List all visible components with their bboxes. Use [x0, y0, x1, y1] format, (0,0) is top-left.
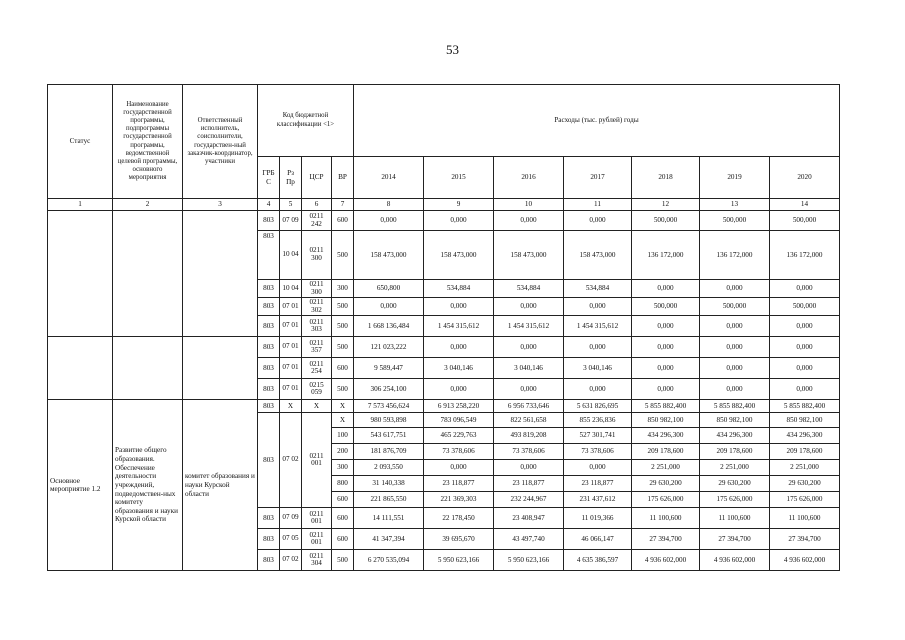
value-cell: 500,000 — [770, 211, 840, 231]
value-cell: 0,000 — [700, 379, 770, 400]
page-number: 53 — [446, 42, 459, 57]
value-cell: 534,884 — [564, 280, 632, 298]
rzpr-cell: 07 01 — [280, 298, 302, 316]
value-cell: 136 172,000 — [632, 231, 700, 280]
rzpr-cell: 07 01 — [280, 316, 302, 337]
csr-cell: 0215 059 — [302, 379, 332, 400]
value-cell: 11 100,600 — [700, 508, 770, 529]
value-cell: 27 394,700 — [770, 529, 840, 550]
main-status-cell: Основное мероприятие 1.2 — [48, 400, 113, 571]
status-cell-empty — [48, 337, 113, 400]
executor-cell-empty — [183, 337, 258, 400]
value-cell: 850 982,100 — [770, 413, 840, 428]
value-cell: 434 296,300 — [700, 428, 770, 444]
value-cell: 543 617,751 — [354, 428, 424, 444]
vr-cell: 300 — [332, 280, 354, 298]
rzpr-cell: 07 02 — [280, 413, 302, 508]
value-cell: 850 982,100 — [700, 413, 770, 428]
value-cell: 41 347,394 — [354, 529, 424, 550]
value-cell: 158 473,000 — [354, 231, 424, 280]
csr-cell: 0211 001 — [302, 529, 332, 550]
grbs-cell: 803 — [258, 358, 280, 379]
value-cell: 11 100,600 — [770, 508, 840, 529]
grbs-cell: 803 — [258, 231, 280, 280]
value-cell: 43 497,740 — [494, 529, 564, 550]
header-year: 2014 — [354, 157, 424, 199]
vr-cell: X — [332, 400, 354, 413]
value-cell: 0,000 — [564, 337, 632, 358]
vr-cell: 200 — [332, 444, 354, 460]
csr-cell: 0211 304 — [302, 550, 332, 571]
value-cell: 23 118,877 — [564, 476, 632, 492]
value-cell: 221 865,550 — [354, 492, 424, 508]
value-cell: 306 254,100 — [354, 379, 424, 400]
value-cell: 73 378,606 — [424, 444, 494, 460]
rzpr-cell: 07 01 — [280, 337, 302, 358]
value-cell: 0,000 — [424, 211, 494, 231]
column-number: 5 — [280, 199, 302, 211]
value-cell: 0,000 — [494, 337, 564, 358]
value-cell: 0,000 — [494, 298, 564, 316]
csr-cell: 0211 302 — [302, 298, 332, 316]
value-cell: 650,800 — [354, 280, 424, 298]
value-cell: 434 296,300 — [770, 428, 840, 444]
vr-cell: 500 — [332, 231, 354, 280]
header-year: 2015 — [424, 157, 494, 199]
header-year: 2017 — [564, 157, 632, 199]
column-number: 2 — [113, 199, 183, 211]
header-grbs: ГРБ С — [258, 157, 280, 199]
header-rzpr: Рз Пр — [280, 157, 302, 199]
value-cell: 121 023,222 — [354, 337, 424, 358]
value-cell: 0,000 — [700, 358, 770, 379]
value-cell: 3 040,146 — [564, 358, 632, 379]
grbs-cell: 803 — [258, 298, 280, 316]
value-cell: 6 270 535,094 — [354, 550, 424, 571]
value-cell: 500,000 — [700, 298, 770, 316]
value-cell: 4 936 602,000 — [700, 550, 770, 571]
value-cell: 0,000 — [494, 460, 564, 476]
value-cell: 6 913 258,220 — [424, 400, 494, 413]
value-cell: 0,000 — [700, 337, 770, 358]
value-cell: 158 473,000 — [494, 231, 564, 280]
header-row — [48, 85, 840, 157]
column-number: 4 — [258, 199, 280, 211]
rzpr-cell: X — [280, 400, 302, 413]
vr-cell: 100 — [332, 428, 354, 444]
value-cell: 500,000 — [632, 211, 700, 231]
grbs-cell: 803 — [258, 550, 280, 571]
grbs-cell: 803 — [258, 413, 280, 508]
value-cell: 0,000 — [424, 337, 494, 358]
value-cell: 181 876,709 — [354, 444, 424, 460]
value-cell: 7 573 456,624 — [354, 400, 424, 413]
value-cell: 209 178,600 — [770, 444, 840, 460]
value-cell: 3 040,146 — [424, 358, 494, 379]
vr-cell: 600 — [332, 492, 354, 508]
value-cell: 136 172,000 — [700, 231, 770, 280]
value-cell: 0,000 — [354, 211, 424, 231]
value-cell: 0,000 — [632, 316, 700, 337]
value-cell: 500,000 — [632, 298, 700, 316]
value-cell: 0,000 — [494, 379, 564, 400]
value-cell: 0,000 — [700, 316, 770, 337]
value-cell: 0,000 — [770, 358, 840, 379]
value-cell: 1 454 315,612 — [494, 316, 564, 337]
value-cell: 783 096,549 — [424, 413, 494, 428]
header-year: 2019 — [700, 157, 770, 199]
value-cell: 5 631 826,695 — [564, 400, 632, 413]
csr-cell: 0211 001 — [302, 413, 332, 508]
table-row — [48, 337, 840, 358]
csr-cell: 0211 001 — [302, 508, 332, 529]
value-cell: 175 626,000 — [700, 492, 770, 508]
rzpr-cell: 07 09 — [280, 508, 302, 529]
value-cell: 73 378,606 — [494, 444, 564, 460]
column-number: 3 — [183, 199, 258, 211]
header-vr: ВР — [332, 157, 354, 199]
value-cell: 231 437,612 — [564, 492, 632, 508]
value-cell: 500,000 — [700, 211, 770, 231]
rzpr-cell: 07 05 — [280, 529, 302, 550]
column-number-row — [48, 199, 840, 211]
value-cell: 2 251,000 — [770, 460, 840, 476]
csr-cell: 0211 357 — [302, 337, 332, 358]
vr-cell: 500 — [332, 379, 354, 400]
value-cell: 0,000 — [770, 316, 840, 337]
rzpr-cell: 07 09 — [280, 211, 302, 231]
value-cell: 0,000 — [564, 460, 632, 476]
vr-cell: 500 — [332, 337, 354, 358]
vr-cell: 600 — [332, 529, 354, 550]
vr-cell: 500 — [332, 550, 354, 571]
value-cell: 5 950 623,166 — [424, 550, 494, 571]
value-cell: 0,000 — [424, 298, 494, 316]
value-cell: 4 936 602,000 — [770, 550, 840, 571]
vr-cell: 800 — [332, 476, 354, 492]
rzpr-cell: 07 02 — [280, 550, 302, 571]
header-budget-code: Код бюджетной классификации <1> — [258, 85, 354, 157]
value-cell: 2 251,000 — [632, 460, 700, 476]
header-year: 2018 — [632, 157, 700, 199]
main-executor-cell: комитет образования и науки Курской области — [183, 400, 258, 571]
csr-cell: X — [302, 400, 332, 413]
value-cell: 11 100,600 — [632, 508, 700, 529]
header-status: Статус — [48, 85, 113, 199]
header-expenses: Расходы (тыс. рублей) годы — [354, 85, 840, 157]
value-cell: 434 296,300 — [632, 428, 700, 444]
value-cell: 0,000 — [632, 280, 700, 298]
value-cell: 136 172,000 — [770, 231, 840, 280]
value-cell: 22 178,450 — [424, 508, 494, 529]
value-cell: 0,000 — [700, 280, 770, 298]
value-cell: 3 040,146 — [494, 358, 564, 379]
column-number: 11 — [564, 199, 632, 211]
value-cell: 0,000 — [424, 379, 494, 400]
value-cell: 1 668 136,484 — [354, 316, 424, 337]
value-cell: 1 454 315,612 — [424, 316, 494, 337]
value-cell: 0,000 — [770, 379, 840, 400]
column-number: 1 — [48, 199, 113, 211]
column-number: 10 — [494, 199, 564, 211]
column-number: 14 — [770, 199, 840, 211]
grbs-cell: 803 — [258, 529, 280, 550]
header-csr: ЦСР — [302, 157, 332, 199]
value-cell: 5 950 623,166 — [494, 550, 564, 571]
vr-cell: 600 — [332, 358, 354, 379]
value-cell: 527 301,741 — [564, 428, 632, 444]
table-row — [48, 211, 840, 231]
value-cell: 23 408,947 — [494, 508, 564, 529]
value-cell: 493 819,208 — [494, 428, 564, 444]
value-cell: 27 394,700 — [700, 529, 770, 550]
value-cell: 980 593,898 — [354, 413, 424, 428]
value-cell: 23 118,877 — [494, 476, 564, 492]
rzpr-cell: 07 01 — [280, 379, 302, 400]
name-cell-empty — [113, 211, 183, 337]
table-row — [48, 400, 840, 413]
csr-cell: 0211 300 — [302, 231, 332, 280]
csr-cell: 0211 300 — [302, 280, 332, 298]
value-cell: 6 956 733,646 — [494, 400, 564, 413]
vr-cell: 500 — [332, 298, 354, 316]
value-cell: 0,000 — [564, 379, 632, 400]
value-cell: 500,000 — [770, 298, 840, 316]
grbs-cell: 803 — [258, 508, 280, 529]
value-cell: 0,000 — [424, 460, 494, 476]
value-cell: 175 626,000 — [632, 492, 700, 508]
value-cell: 0,000 — [564, 298, 632, 316]
value-cell: 534,884 — [494, 280, 564, 298]
grbs-cell: 803 — [258, 400, 280, 413]
value-cell: 4 936 602,000 — [632, 550, 700, 571]
value-cell: 158 473,000 — [564, 231, 632, 280]
value-cell: 39 695,670 — [424, 529, 494, 550]
value-cell: 0,000 — [632, 379, 700, 400]
value-cell: 1 454 315,612 — [564, 316, 632, 337]
value-cell: 175 626,000 — [770, 492, 840, 508]
value-cell: 2 251,000 — [700, 460, 770, 476]
value-cell: 465 229,763 — [424, 428, 494, 444]
column-number: 12 — [632, 199, 700, 211]
value-cell: 0,000 — [564, 211, 632, 231]
main-name-cell: Развитие общего образования. Обеспечение деятельности учреждений, подведомствен-ных комитету образования и науки Курской области — [113, 400, 183, 571]
value-cell: 11 019,366 — [564, 508, 632, 529]
value-cell: 29 630,200 — [632, 476, 700, 492]
value-cell: 209 178,600 — [700, 444, 770, 460]
grbs-cell: 803 — [258, 280, 280, 298]
grbs-cell: 803 — [258, 316, 280, 337]
budget-table — [47, 84, 840, 571]
value-cell: 855 236,836 — [564, 413, 632, 428]
value-cell: 5 855 882,400 — [770, 400, 840, 413]
value-cell: 0,000 — [494, 211, 564, 231]
vr-cell: 600 — [332, 211, 354, 231]
column-number: 6 — [302, 199, 332, 211]
value-cell: 0,000 — [354, 298, 424, 316]
header-year: 2020 — [770, 157, 840, 199]
rzpr-cell: 07 01 — [280, 358, 302, 379]
value-cell: 23 118,877 — [424, 476, 494, 492]
rzpr-cell: 10 04 — [280, 231, 302, 280]
value-cell: 850 982,100 — [632, 413, 700, 428]
value-cell: 0,000 — [770, 280, 840, 298]
vr-cell: X — [332, 413, 354, 428]
value-cell: 29 630,200 — [770, 476, 840, 492]
csr-cell: 0211 254 — [302, 358, 332, 379]
value-cell: 5 855 882,400 — [700, 400, 770, 413]
value-cell: 534,884 — [424, 280, 494, 298]
header-name: Наименование государственной программы, подпрограммы государственной программы, ведомственной целевой программы, основного мероприятия — [113, 85, 183, 199]
value-cell: 9 589,447 — [354, 358, 424, 379]
column-number: 9 — [424, 199, 494, 211]
value-cell: 29 630,200 — [700, 476, 770, 492]
rzpr-cell: 10 04 — [280, 280, 302, 298]
value-cell: 46 066,147 — [564, 529, 632, 550]
value-cell: 4 635 386,597 — [564, 550, 632, 571]
value-cell: 27 394,700 — [632, 529, 700, 550]
status-cell-empty — [48, 211, 113, 337]
csr-cell: 0211 242 — [302, 211, 332, 231]
value-cell: 158 473,000 — [424, 231, 494, 280]
value-cell: 221 369,303 — [424, 492, 494, 508]
value-cell: 5 855 882,400 — [632, 400, 700, 413]
header-year: 2016 — [494, 157, 564, 199]
value-cell: 2 093,550 — [354, 460, 424, 476]
column-number: 8 — [354, 199, 424, 211]
value-cell: 232 244,967 — [494, 492, 564, 508]
vr-cell: 300 — [332, 460, 354, 476]
csr-cell: 0211 303 — [302, 316, 332, 337]
value-cell: 73 378,606 — [564, 444, 632, 460]
vr-cell: 600 — [332, 508, 354, 529]
column-number: 13 — [700, 199, 770, 211]
column-number: 7 — [332, 199, 354, 211]
value-cell: 0,000 — [770, 337, 840, 358]
vr-cell: 500 — [332, 316, 354, 337]
value-cell: 0,000 — [632, 337, 700, 358]
value-cell: 31 140,338 — [354, 476, 424, 492]
value-cell: 14 111,551 — [354, 508, 424, 529]
name-cell-empty — [113, 337, 183, 400]
executor-cell-empty — [183, 211, 258, 337]
value-cell: 822 561,658 — [494, 413, 564, 428]
grbs-cell: 803 — [258, 379, 280, 400]
value-cell: 0,000 — [632, 358, 700, 379]
value-cell: 209 178,600 — [632, 444, 700, 460]
header-executor: Ответственный исполнитель, соисполнители, государствен-ный заказчик-координатор, участники — [183, 85, 258, 199]
grbs-cell: 803 — [258, 211, 280, 231]
grbs-cell: 803 — [258, 337, 280, 358]
